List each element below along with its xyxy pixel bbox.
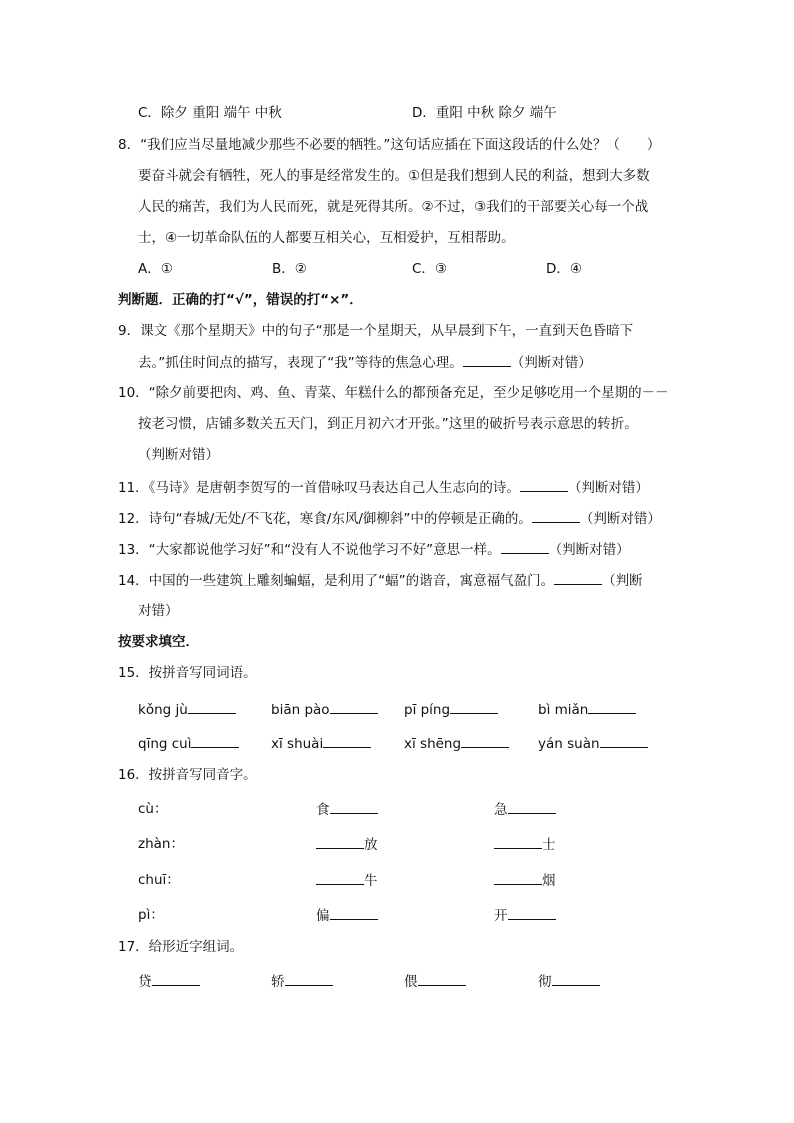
- q8-stem: 8．“我们应当尽量地减少那些不必要的牺牲。”这句话应插在下面这段话的什么处？（ ）: [118, 137, 661, 153]
- q16-char: 偏: [316, 908, 330, 924]
- q9-text: 去。”抓住时间点的描写，表现了“我”等待的焦急心理。: [138, 355, 463, 371]
- q16-item: [316, 871, 378, 890]
- q17-char: 轿: [271, 974, 285, 990]
- q7-option-d: D．重阳 中秋 除夕 端午: [412, 105, 557, 121]
- section-fill-heading: 按要求填空．: [118, 634, 199, 650]
- q16-item: [494, 800, 556, 819]
- q15-blank[interactable]: [600, 734, 648, 748]
- q12: [118, 509, 661, 528]
- q15-blank[interactable]: [450, 700, 498, 714]
- q8-passage-line-1: 要奋斗就会有牺牲，死人的事是经常发生的。①但是我们想到人民的利益，想到大多数: [138, 168, 650, 184]
- q11-answer-blank[interactable]: [520, 478, 568, 492]
- q14-text: 14．中国的一些建筑上雕刻蝙蝠，是利用了“蝠”的谐音，寓意福气盈门。: [118, 573, 555, 589]
- q11: [118, 478, 649, 497]
- q8-option-d: D．④: [546, 261, 582, 277]
- q17-stem: 17．给形近字组词。: [118, 939, 244, 955]
- q15-pinyin: xī shuài: [271, 736, 324, 752]
- q12-text: 12．诗句“春城/无处/不飞花，寒食/东风/御柳斜”中的停顿是正确的。: [118, 511, 532, 527]
- q13: [118, 540, 630, 559]
- q16-char: 放: [364, 837, 378, 853]
- q16-item: [316, 835, 378, 854]
- q16-item: [316, 906, 378, 925]
- q13-answer-blank[interactable]: [501, 540, 549, 554]
- q11-suffix: （判断对错）: [567, 480, 649, 496]
- q10-line-2: 按老习惯，店铺多数关五天门，到正月初六才开张。”这里的破折号表示意思的转折。: [138, 416, 638, 432]
- q15-blank[interactable]: [461, 734, 509, 748]
- q16-blank[interactable]: [494, 835, 542, 849]
- q15-pinyin: bì miǎn: [538, 702, 589, 718]
- q16-blank[interactable]: [508, 906, 556, 920]
- q16-blank[interactable]: [330, 800, 378, 814]
- q16-char: 急: [494, 802, 508, 818]
- q10-line-3: （判断对错）: [138, 447, 219, 463]
- q16-blank[interactable]: [316, 871, 364, 885]
- q15-pinyin: yán suàn: [538, 736, 600, 752]
- q12-answer-blank[interactable]: [532, 509, 580, 523]
- q16-pinyin: pì：: [138, 907, 164, 923]
- q15-blank[interactable]: [191, 734, 239, 748]
- q15-pinyin: xī shēng: [404, 736, 462, 752]
- q17-blank[interactable]: [152, 972, 200, 986]
- q17-blank[interactable]: [285, 972, 333, 986]
- q15-pinyin: kǒng jù: [138, 702, 188, 718]
- q17-item: [404, 972, 466, 991]
- q16-item: [316, 800, 378, 819]
- q15-blank[interactable]: [323, 734, 371, 748]
- q15-item: [404, 734, 509, 753]
- q15-item: [271, 700, 378, 719]
- q17-item: [538, 972, 600, 991]
- q8-option-b: B．②: [272, 261, 307, 277]
- q15-item: [138, 700, 236, 719]
- q15-item: [138, 734, 239, 753]
- q16-pinyin: zhàn：: [138, 836, 184, 852]
- q8-option-a: A．①: [138, 261, 173, 277]
- q16-char: 烟: [542, 873, 556, 889]
- q8-passage-line-3: 士，④一切革命队伍的人都要互相关心，互相爱护，互相帮助。: [138, 230, 515, 246]
- q15-pinyin: biān pào: [271, 702, 330, 718]
- q17-item: [138, 972, 200, 991]
- q9-answer-blank[interactable]: [463, 353, 511, 367]
- q15-blank[interactable]: [188, 700, 236, 714]
- q15-item: [271, 734, 371, 753]
- q16-char: 士: [542, 837, 556, 853]
- q15-blank[interactable]: [588, 700, 636, 714]
- q7-option-c: C．除夕 重阳 端午 中秋: [138, 105, 282, 121]
- q16-char: 开: [494, 908, 508, 924]
- q15-blank[interactable]: [330, 700, 378, 714]
- q16-char: 牛: [364, 873, 378, 889]
- q8-option-c: C．③: [412, 261, 448, 277]
- q15-item: [404, 700, 498, 719]
- q17-item: [271, 972, 333, 991]
- q16-blank[interactable]: [508, 800, 556, 814]
- q15-stem: 15．按拼音写同词语。: [118, 665, 257, 681]
- q15-item: [538, 700, 636, 719]
- q8-passage-line-2: 人民的痛苦，我们为人民而死，就是死得其所。②不过，③我们的干部要关心每一个战: [138, 199, 649, 215]
- q9-suffix: （判断对错）: [510, 355, 592, 371]
- q9-line-1: 9．课文《那个星期天》中的句子“那是一个星期天，从早晨到下午，一直到天色昏暗下: [118, 323, 634, 339]
- q9-line-2: [138, 353, 592, 372]
- q14-line-1: [118, 571, 643, 590]
- q15-pinyin: qīng cuì: [138, 736, 192, 752]
- q16-item: [494, 835, 556, 854]
- q16-blank[interactable]: [494, 871, 542, 885]
- q16-char: 食: [316, 802, 330, 818]
- q17-blank[interactable]: [418, 972, 466, 986]
- q17-char: 贷: [138, 974, 152, 990]
- q11-text: 11．《马诗》是唐朝李贺写的一首借咏叹马表达自己人生志向的诗。: [118, 480, 520, 496]
- q15-pinyin: pī píng: [404, 702, 451, 718]
- q17-char: 偎: [404, 974, 418, 990]
- q16-blank[interactable]: [316, 835, 364, 849]
- q16-item: [494, 906, 556, 925]
- q12-suffix: （判断对错）: [579, 511, 661, 527]
- q17-char: 彻: [538, 974, 552, 990]
- q16-blank[interactable]: [330, 906, 378, 920]
- q13-text: 13．“大家都说他学习好”和“没有人不说他学习不好”意思一样。: [118, 542, 501, 558]
- q14-answer-blank[interactable]: [554, 571, 602, 585]
- q16-pinyin: cù：: [138, 801, 168, 817]
- q13-suffix: （判断对错）: [548, 542, 630, 558]
- q14-line-2: 对错）: [138, 603, 179, 619]
- q15-item: [538, 734, 648, 753]
- q14-suffix: （判断: [602, 573, 643, 589]
- q17-blank[interactable]: [552, 972, 600, 986]
- section-judge-heading: 判断题．正确的打“√”，错误的打“×”．: [118, 292, 363, 308]
- q16-stem: 16．按拼音写同音字。: [118, 767, 257, 783]
- q16-item: [494, 871, 556, 890]
- q16-pinyin: chuī：: [138, 872, 180, 888]
- q10-line-1: 10．“除夕前要把肉、鸡、鱼、青菜、年糕什么的都预备充足，至少足够吃用一个星期的－－: [118, 385, 669, 401]
